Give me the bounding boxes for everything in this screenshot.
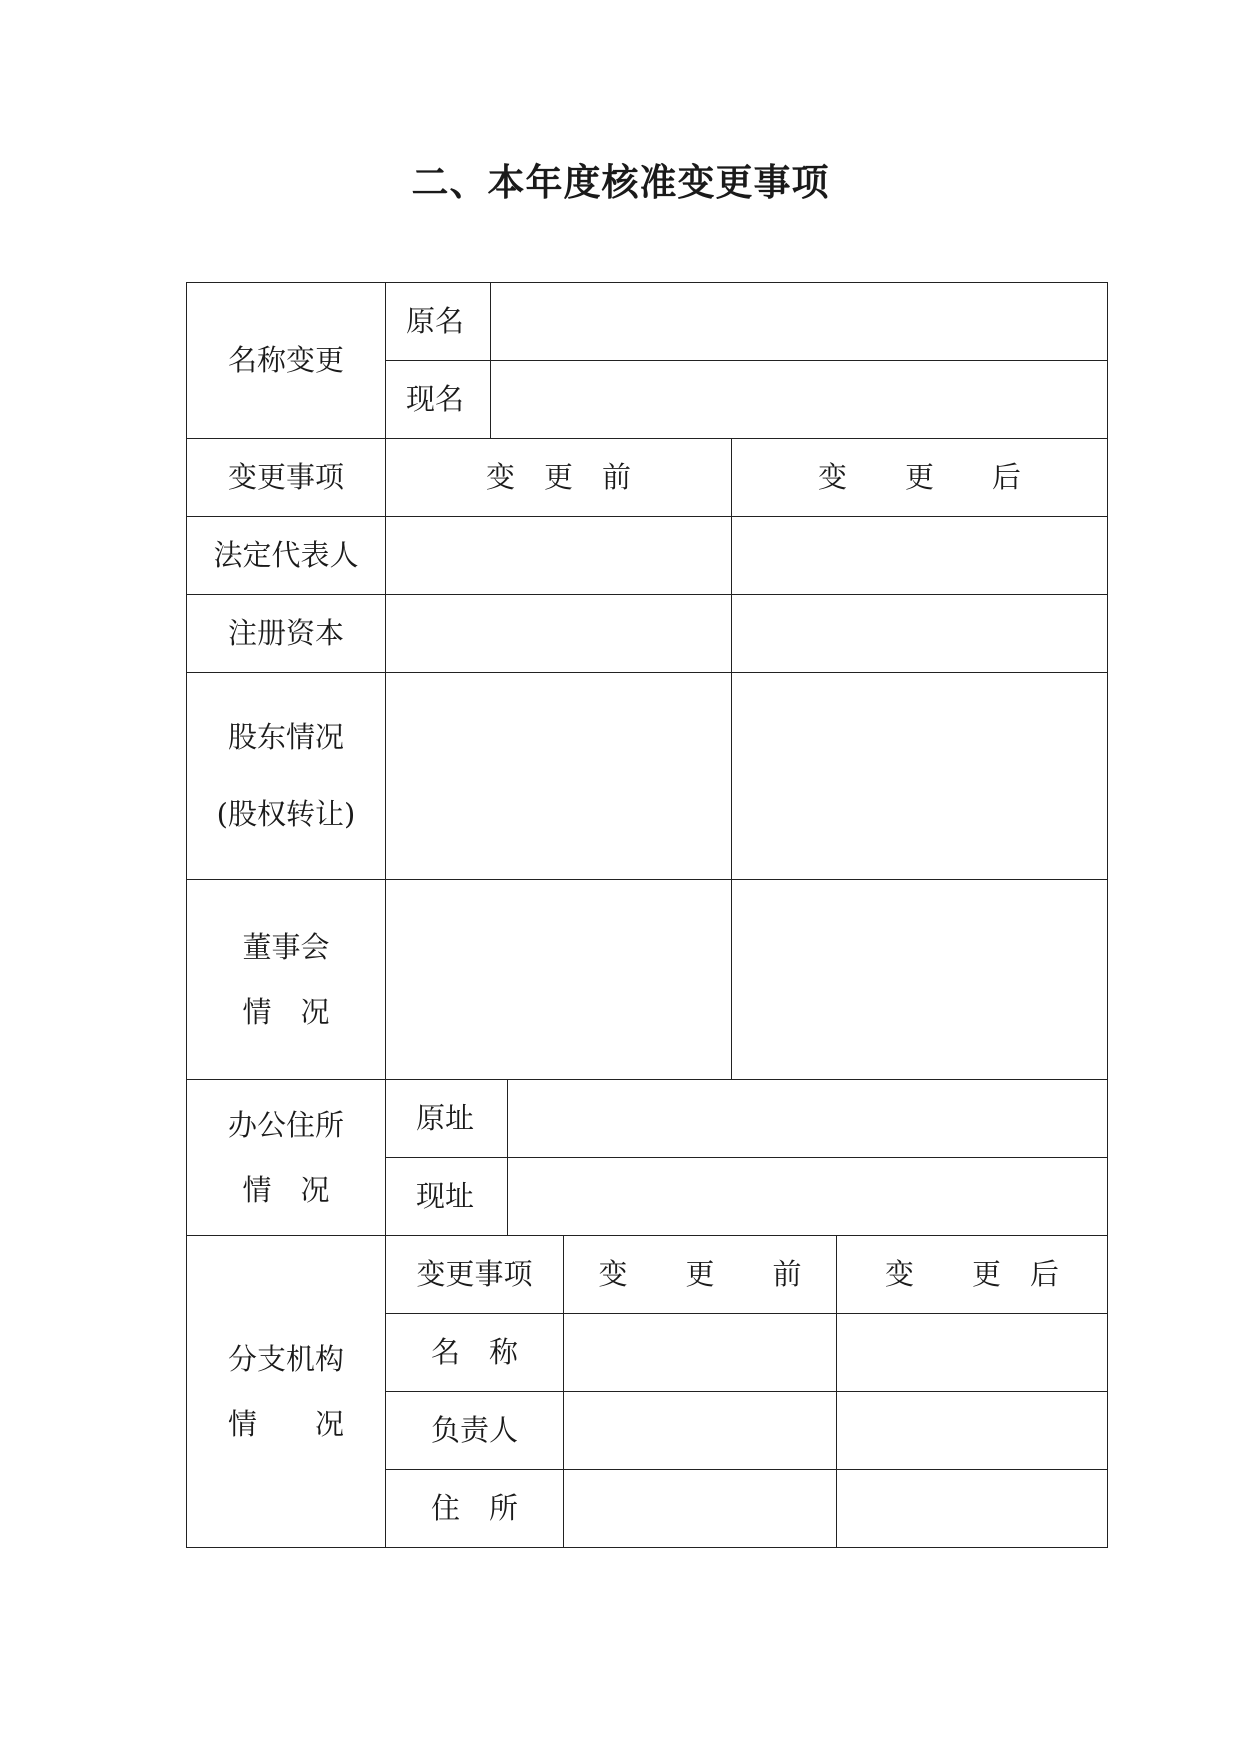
legal-rep-label: 法定代表人 <box>187 517 386 595</box>
after-change-header: 变 更 后 <box>732 439 1108 517</box>
new-name-label: 现名 <box>386 361 491 439</box>
branch-person-after-field[interactable] <box>837 1392 1108 1470</box>
shareholders-after-field[interactable] <box>732 673 1108 880</box>
old-name-field[interactable] <box>491 283 1108 361</box>
shareholders-before-field[interactable] <box>386 673 732 880</box>
reg-capital-label: 注册资本 <box>187 595 386 673</box>
reg-capital-after-field[interactable] <box>732 595 1108 673</box>
office-label <box>187 1080 386 1236</box>
old-address-field[interactable] <box>508 1080 1108 1158</box>
branch-item-header: 变更事项 <box>386 1236 564 1314</box>
legal-rep-before-field[interactable] <box>386 517 732 595</box>
shareholders-label-line1: 股东情况 <box>227 720 344 755</box>
branch-address-label: 住 所 <box>386 1470 564 1548</box>
change-item-header: 变更事项 <box>187 439 386 517</box>
new-name-field[interactable] <box>491 361 1108 439</box>
change-items-table <box>186 282 1108 1548</box>
board-label-line1: 董事会 <box>242 929 330 964</box>
branch-address-before-field[interactable] <box>564 1470 837 1548</box>
shareholders-label-line2: (股权转让) <box>216 797 356 831</box>
branch-address-after-field[interactable] <box>837 1470 1108 1548</box>
new-address-label: 现址 <box>386 1158 508 1236</box>
branch-label <box>187 1236 386 1548</box>
branch-label-line1: 分支机构 <box>227 1341 344 1376</box>
branch-label-line2: 情 况 <box>227 1406 344 1441</box>
board-before-field[interactable] <box>386 880 732 1080</box>
branch-person-label: 负责人 <box>386 1392 564 1470</box>
office-label-line2: 情 况 <box>242 1172 330 1207</box>
branch-name-label: 名 称 <box>386 1314 564 1392</box>
shareholders-label <box>187 673 386 880</box>
old-address-label: 原址 <box>386 1080 508 1158</box>
new-address-field[interactable] <box>508 1158 1108 1236</box>
branch-name-before-field[interactable] <box>564 1314 837 1392</box>
name-change-label: 名称变更 <box>187 283 386 439</box>
board-label-line2: 情 况 <box>242 994 330 1029</box>
branch-person-before-field[interactable] <box>564 1392 837 1470</box>
board-label <box>187 880 386 1080</box>
office-label-line1: 办公住所 <box>227 1107 344 1142</box>
branch-before-header: 变 更 前 <box>564 1236 837 1314</box>
old-name-label: 原名 <box>386 283 491 361</box>
board-after-field[interactable] <box>732 880 1108 1080</box>
legal-rep-after-field[interactable] <box>732 517 1108 595</box>
branch-after-header: 变 更 后 <box>837 1236 1108 1314</box>
before-change-header: 变 更 前 <box>386 439 732 517</box>
reg-capital-before-field[interactable] <box>386 595 732 673</box>
branch-name-after-field[interactable] <box>837 1314 1108 1392</box>
page-title: 二、本年度核准变更事项 <box>411 160 830 204</box>
